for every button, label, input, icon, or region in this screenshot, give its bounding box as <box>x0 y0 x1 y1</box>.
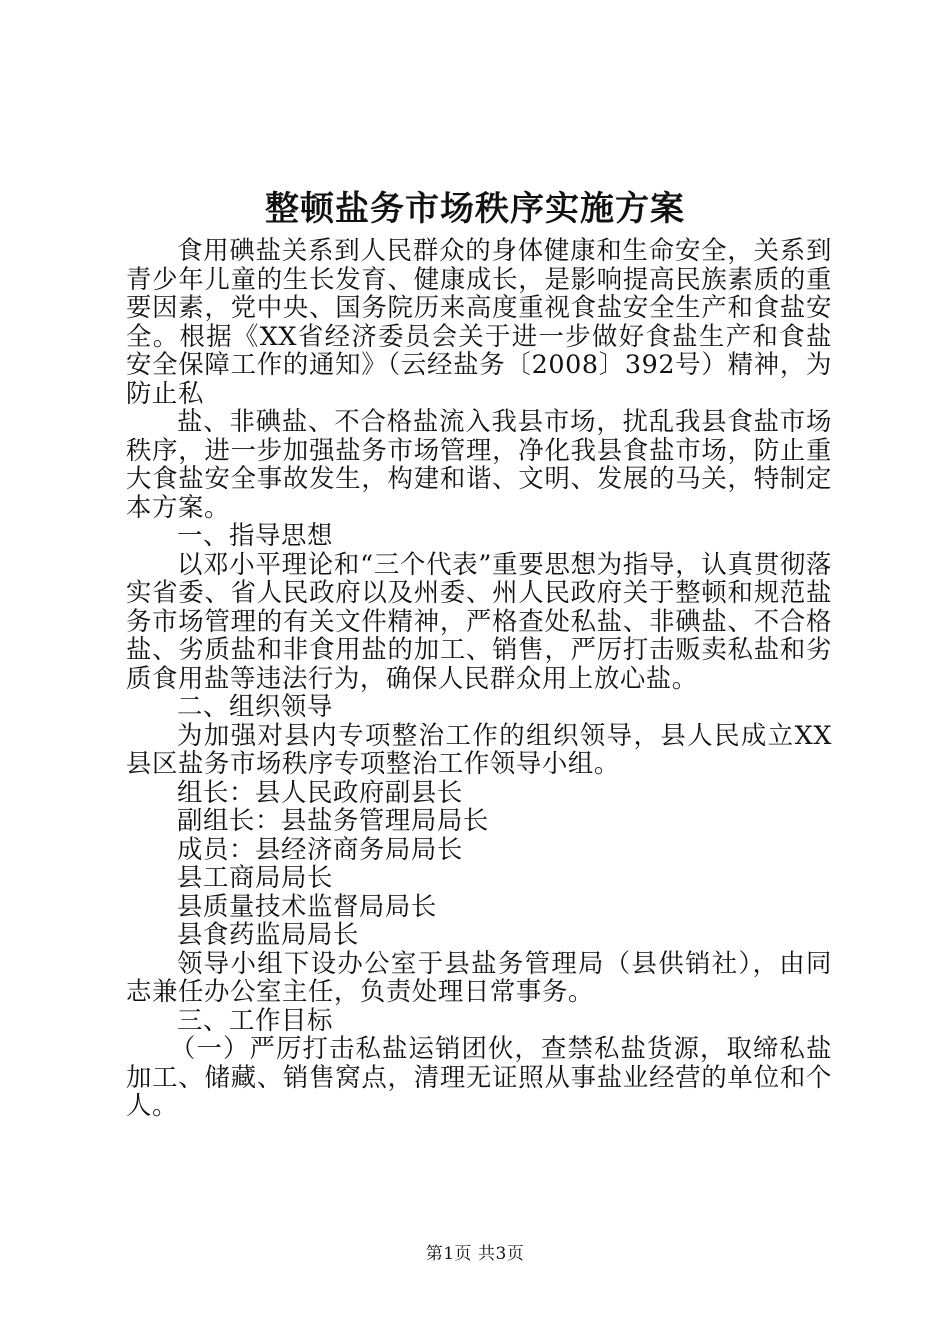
list-item-leader: 组长：县人民政府副县长 <box>177 776 463 807</box>
list-item-deputy-leader: 副组长：县盐务管理局局长 <box>177 805 489 835</box>
paragraph-intro-continued: 盐、非碘盐、不合格盐流入我县市场，扰乱我县食盐市场秩序，进一步加强盐务市场管理，净化我县食盐市场，防止重大食盐安全事故发生，构建和谐、文明、发展的马关，特制定本方案。 <box>126 406 832 522</box>
section-heading-organization: 二、组织领导 <box>177 691 333 721</box>
paragraph-goal-one: （一）严厉打击私盐运销团伙，查禁私盐货源，取缔私盐加工、储藏、销售窝点，清理无证照从事盐业经营的单位和个人。 <box>126 1033 832 1120</box>
section-heading-goals: 三、工作目标 <box>177 1004 333 1035</box>
list-item-member-quality: 县质量技术监督局局长 <box>177 890 437 921</box>
section-heading-guiding-thought: 一、指导思想 <box>177 520 333 550</box>
paragraph-office: 领导小组下设办公室于县盐务管理局（县供销社），由同志兼任办公室主任，负责处理日常事务。 <box>126 947 832 1006</box>
list-item-members: 成员：县经济商务局局长 <box>177 833 463 864</box>
document-body <box>126 236 832 1120</box>
document-title: 整顿盐务市场秩序实施方案 <box>265 189 685 229</box>
list-item-member-food-drug: 县食药监局局长 <box>177 919 359 949</box>
paragraph-intro: 食用碘盐关系到人民群众的身体健康和生命安全，关系到青少年儿童的生长发育、健康成长，是影响提高民族素质的重要因素，党中央、国务院历来高度重视食盐安全生产和食盐安全。根据《XX省经济委员会关于进一步做好食盐生产和食盐安全保障工作的通知》（云经盐务〔2008〕392号）精神，为防止私 <box>126 235 832 408</box>
page-footer: 第1页 共3页 <box>425 1244 525 1264</box>
paragraph-guiding-thought: 以邓小平理论和“三个代表”重要思想为指导，认真贯彻落实省委、省人民政府以及州委、州人民政府关于整顿和规范盐务市场管理的有关文件精神，严格查处私盐、非碘盐、不合格盐、劣质盐和非食用盐的加工、销售，严厉打击贩卖私盐和劣质食用盐等违法行为，确保人民群众用上放心盐。 <box>126 548 832 693</box>
list-item-member-commerce: 县工商局局长 <box>177 862 333 892</box>
paragraph-organization: 为加强对县内专项整治工作的组织领导，县人民成立XX县区盐务市场秩序专项整治工作领导小组。 <box>126 719 832 778</box>
